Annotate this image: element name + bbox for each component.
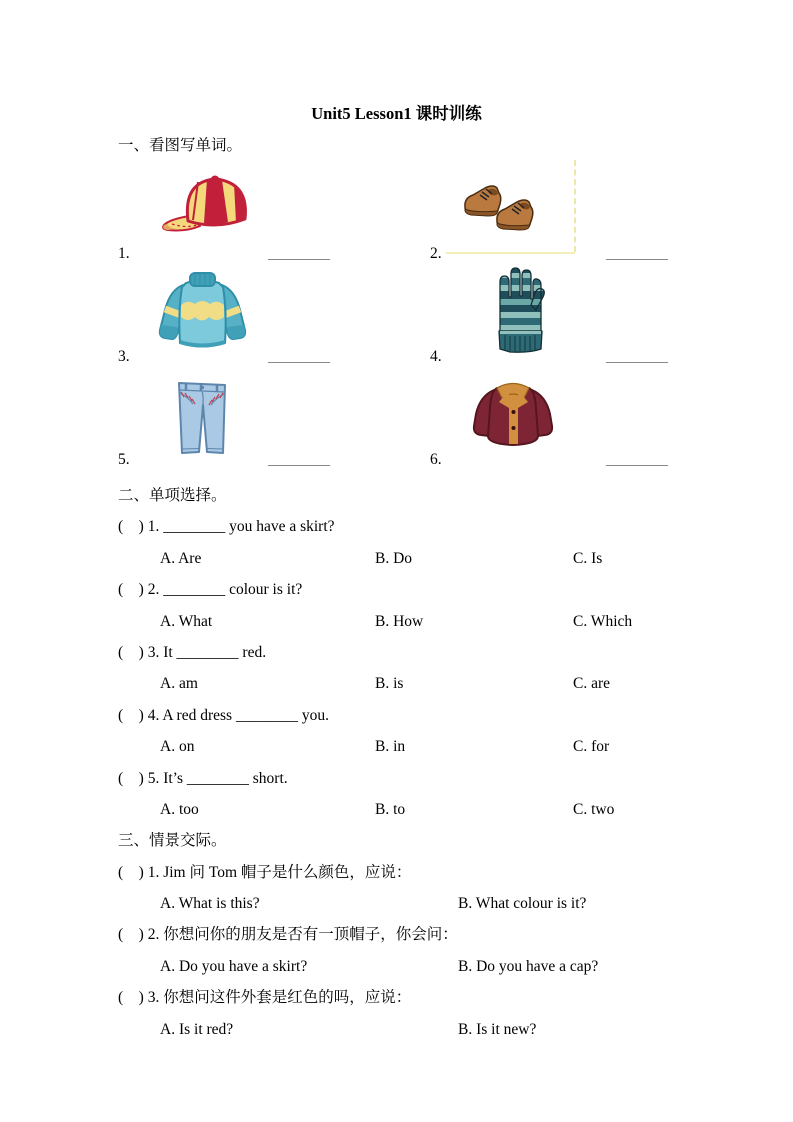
option-b: B. Do xyxy=(375,549,413,567)
glove-image xyxy=(486,265,548,353)
s2-options-4 xyxy=(0,731,793,762)
option-c: C. Which xyxy=(573,612,633,630)
jeans-image xyxy=(166,371,238,457)
option-a: A. too xyxy=(160,800,199,818)
option-b: B. How xyxy=(375,612,424,630)
option-b: B. in xyxy=(375,738,406,756)
s2-options-5 xyxy=(0,794,793,825)
s2-question-1: ( ) 1. ________ you have a skirt? xyxy=(118,518,335,536)
picture-row-1-labels xyxy=(0,244,793,264)
option-b: B. Is it new? xyxy=(458,1020,537,1038)
option-a: A. Are xyxy=(160,549,202,567)
option-c: C. are xyxy=(573,675,611,693)
s2-question-3: ( ) 3. It ________ red. xyxy=(118,643,267,661)
item-number: 3. xyxy=(118,348,130,365)
option-b: B. to xyxy=(375,800,406,818)
s2-options-3 xyxy=(0,668,793,699)
s3-options-3 xyxy=(0,1014,793,1045)
option-a: A. on xyxy=(160,738,195,756)
item-number: 2. xyxy=(430,245,442,262)
answer-blank: ________ xyxy=(268,451,330,468)
table-cell-border-vertical xyxy=(574,160,576,252)
section2-heading: 二、单项选择。 xyxy=(118,487,227,504)
option-c: C. Is xyxy=(573,549,603,567)
picture-row-2-labels xyxy=(0,347,793,367)
item-number: 1. xyxy=(118,245,130,262)
s2-options-2 xyxy=(0,606,793,637)
question-area xyxy=(0,480,793,1045)
sweater-image xyxy=(155,270,250,352)
page-title: Unit5 Lesson1 课时训练 xyxy=(311,104,482,123)
option-a: A. Is it red? xyxy=(160,1020,234,1038)
shoes-image xyxy=(462,180,562,238)
option-c: C. two xyxy=(573,800,615,818)
cap-image xyxy=(160,170,252,242)
s2-question-2: ( ) 2. ________ colour is it? xyxy=(118,581,303,599)
item-number: 4. xyxy=(430,348,442,365)
option-a: A. am xyxy=(160,675,198,693)
option-a: A. What is this? xyxy=(160,895,260,913)
answer-blank: ________ xyxy=(606,348,668,365)
section1-heading: 一、看图写单词。 xyxy=(118,137,243,154)
answer-blank: ________ xyxy=(268,245,330,262)
option-a: A. Do you have a skirt? xyxy=(160,957,308,975)
section3-heading: 三、情景交际。 xyxy=(118,832,227,850)
s3-options-1 xyxy=(0,888,793,919)
s2-question-5: ( ) 5. It’s ________ short. xyxy=(118,769,288,787)
s3-options-2 xyxy=(0,951,793,982)
option-a: A. What xyxy=(160,612,213,630)
s2-question-4: ( ) 4. A red dress ________ you. xyxy=(118,706,329,724)
answer-blank: ________ xyxy=(606,451,668,468)
coat-image xyxy=(468,376,558,452)
option-b: B. Do you have a cap? xyxy=(458,957,599,975)
option-b: B. is xyxy=(375,675,404,693)
item-number: 6. xyxy=(430,451,442,468)
s3-question-2: ( ) 2. 你想问你的朋友是否有一顶帽子，你会问： xyxy=(118,926,458,944)
option-c: C. for xyxy=(573,738,610,756)
item-number: 5. xyxy=(118,451,130,468)
s3-question-3: ( ) 3. 你想问这件外套是红色的吗，应说： xyxy=(118,989,412,1007)
answer-blank: ________ xyxy=(606,245,668,262)
answer-blank: ________ xyxy=(268,348,330,365)
s3-question-1: ( ) 1. Jim 问 Tom 帽子是什么颜色，应说： xyxy=(118,863,412,881)
picture-row-3-labels xyxy=(0,450,793,470)
option-b: B. What colour is it? xyxy=(458,895,587,913)
s2-options-1 xyxy=(0,543,793,574)
